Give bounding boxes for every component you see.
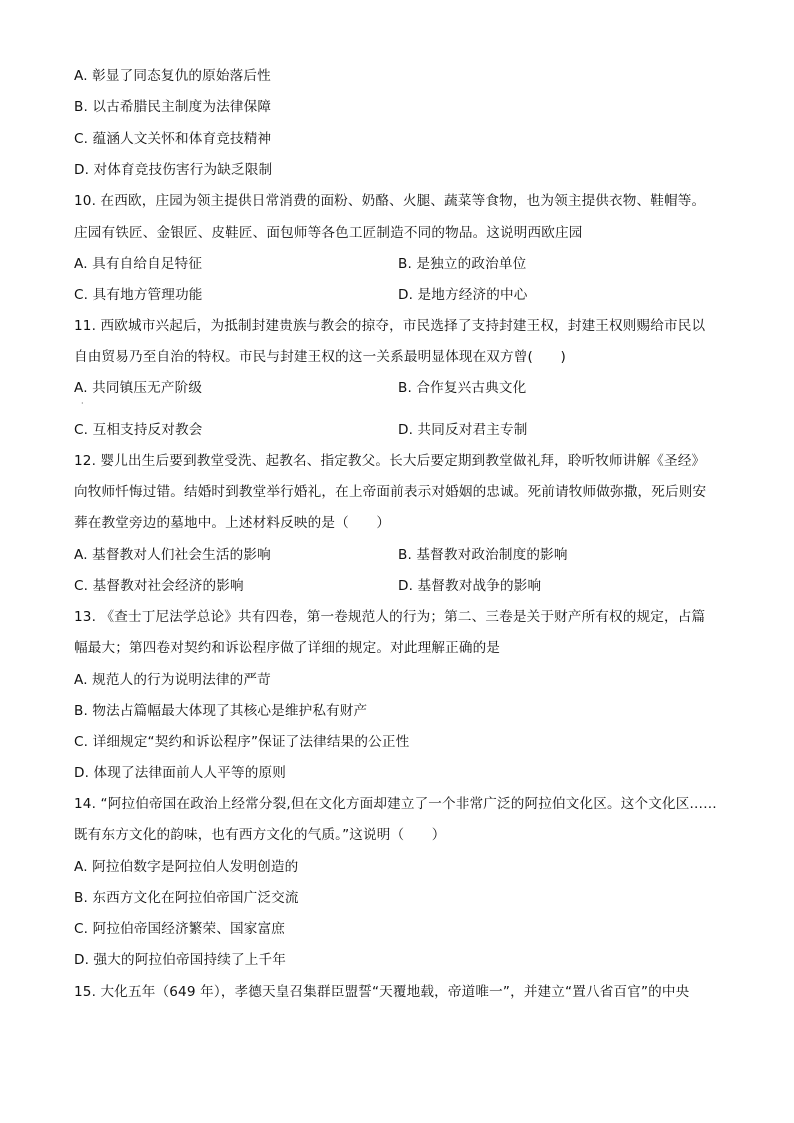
q12-stem-line1: 12. 婴儿出生后要到教堂受洗、起教名、指定教父。长大后要定期到教堂做礼拜，聆听牧师讲解《圣经》 [74, 453, 706, 469]
q10-stem-line1: 10. 在西欧，庄园为领主提供日常消费的面粉、奶酪、火腿、蔬菜等食物，也为领主提供衣物、鞋帽等。 [74, 193, 706, 209]
q10-option-b: B. 是独立的政治单位 [398, 256, 527, 272]
q9-option-a: A. 彰显了同态复仇的原始落后性 [74, 68, 271, 84]
q14-stem-line2: 既有东方文化的韵味，也有西方文化的气质。”这说明（ ） [74, 827, 446, 843]
q13-option-c: C. 详细规定“契约和诉讼程序”保证了法律结果的公正性 [74, 734, 410, 750]
stray-mark: · [81, 399, 84, 408]
q11-option-a: A. 共同镇压无产阶级 [74, 380, 203, 396]
q11-stem-line1: 11. 西欧城市兴起后，为抵制封建贵族与教会的掠夺，市民选择了支持封建王权，封建王权则赐给市民以 [74, 318, 706, 334]
q10-option-d: D. 是地方经济的中心 [398, 287, 528, 303]
q14-option-c: C. 阿拉伯帝国经济繁荣、国家富庶 [74, 921, 285, 937]
q10-option-a: A. 具有自给自足特征 [74, 256, 203, 272]
q12-option-a: A. 基督教对人们社会生活的影响 [74, 547, 271, 563]
q11-option-b: B. 合作复兴古典文化 [398, 380, 527, 396]
q11-option-c: C. 互相支持反对教会 [74, 422, 203, 438]
q14-option-a: A. 阿拉伯数字是阿拉伯人发明创造的 [74, 859, 299, 875]
q9-option-d: D. 对体育竞技伤害行为缺乏限制 [74, 162, 273, 178]
q9-option-c: C. 蕴涵人文关怀和体育竞技精神 [74, 131, 272, 147]
q12-stem-line2: 向牧师忏悔过错。结婚时到教堂举行婚礼，在上帝面前表示对婚姻的忠诚。死前请牧师做弥撒，死后则安 [74, 484, 707, 500]
q12-option-b: B. 基督教对政治制度的影响 [398, 547, 568, 563]
q14-option-d: D. 强大的阿拉伯帝国持续了上千年 [74, 952, 286, 968]
q13-option-d: D. 体现了法律面前人人平等的原则 [74, 765, 286, 781]
q13-option-b: B. 物法占篇幅最大体现了其核心是维护私有财产 [74, 703, 368, 719]
q13-stem-line2: 幅最大；第四卷对契约和诉讼程序做了详细的规定。对此理解正确的是 [74, 640, 501, 656]
q10-stem-line2: 庄园有铁匠、金银匠、皮鞋匠、面包师等各色工匠制造不同的物品。这说明西欧庄园 [74, 225, 583, 241]
q10-option-c: C. 具有地方管理功能 [74, 287, 203, 303]
q11-option-d: D. 共同反对君主专制 [398, 422, 528, 438]
q12-option-c: C. 基督教对社会经济的影响 [74, 578, 244, 594]
q11-stem-line2: 自由贸易乃至自治的特权。市民与封建王权的这一关系最明显体现在双方曾( ) [74, 349, 566, 365]
q14-option-b: B. 东西方文化在阿拉伯帝国广泛交流 [74, 890, 299, 906]
q12-stem-line3: 葬在教堂旁边的墓地中。上述材料反映的是（ ） [74, 515, 391, 531]
q13-stem-line1: 13. 《查士丁尼法学总论》共有四卷，第一卷规范人的行为；第二、三卷是关于财产所有权的规定，占篇 [74, 609, 706, 625]
q14-stem-line1: 14. “阿拉伯帝国在政治上经常分裂,但在文化方面却建立了一个非常广泛的阿拉伯文化区。这个文化区…… [74, 796, 717, 812]
q12-option-d: D. 基督教对战争的影响 [398, 578, 542, 594]
q15-stem-line1: 15. 大化五年（649 年），孝德天皇召集群臣盟誓“天覆地载，帝道唯一”，并建立“置八省百官”的中央 [74, 984, 690, 1000]
q9-option-b: B. 以古希腊民主制度为法律保障 [74, 99, 272, 115]
q13-option-a: A. 规范人的行为说明法律的严苛 [74, 672, 271, 688]
